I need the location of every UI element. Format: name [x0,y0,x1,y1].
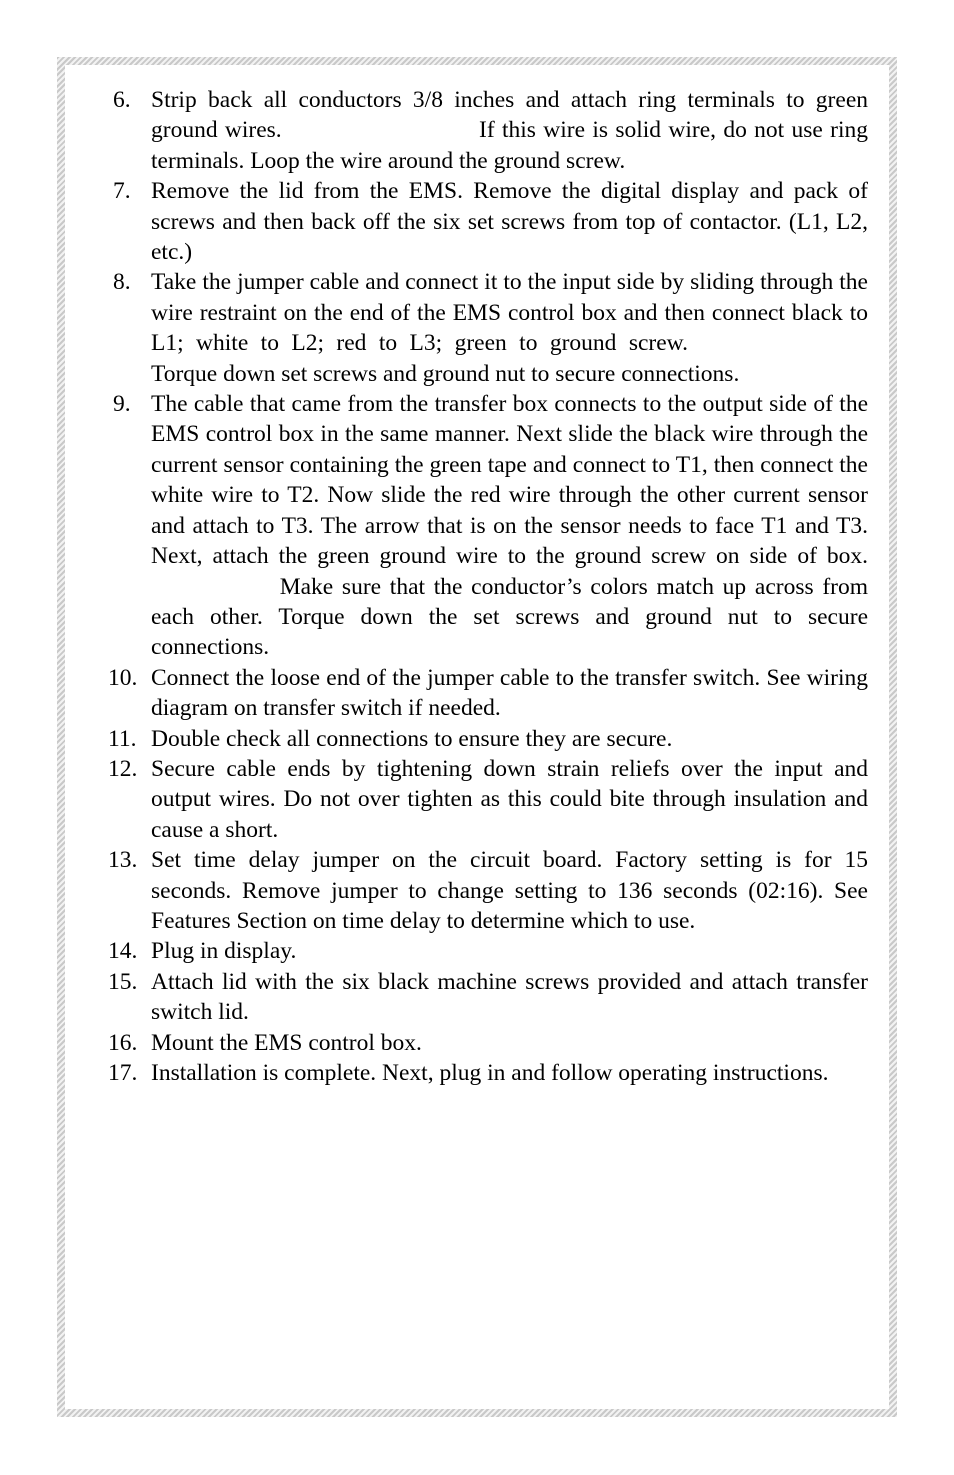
step-number: 16. [108,1029,138,1056]
step-text: Remove the lid from the EMS. Remove the digital display and pack of screws and then back off the six set screws from top of contactor. (L1, L2, etc.) [151,178,868,266]
list-item-step-9 [100,389,868,663]
step-text: Double check all connections to ensure they are secure. [151,725,673,752]
list-item-step-8 [100,267,868,389]
step-number: 10. [108,664,138,691]
step-text: Connect the loose end of the jumper cable to the transfer switch. See wiring diagram on transfer switch if needed. [151,664,868,722]
step-text: Take the jumper cable and connect it to the input side by sliding through the wire restraint on the end of the EMS control box and then connect black to L1; white to L2; red to L3; green to ground screw. Torque down set screws and ground nut to secure connections. [151,269,868,387]
list-item-step-6 [100,85,868,176]
step-number: 15. [108,968,138,995]
list-item-step-16 [100,1028,868,1058]
step-number: 6. [113,87,131,113]
list-item-step-14 [100,936,868,966]
list-item-step-7 [100,176,868,267]
step-text: Set time delay jumper on the circuit board. Factory setting is for 15 seconds. Remove jumper to change setting to 136 seconds (02:16). See Features Section on time delay to determine which to use. [151,847,868,934]
step-number: 11. [108,725,137,752]
step-text: Plug in display. [151,938,297,965]
installation-steps-list [100,85,868,1088]
list-item-step-15 [100,967,868,1028]
step-text: The cable that came from the transfer box connects to the output side of the EMS control box in the same manner. Next slide the black wire through the current sensor containing the green tape and connect to T1, then connect the white wire to T2. Now slide the red wire through the other current sensor and attach to T3. The arrow that is on the sensor needs to face T1 and T3. Next, attach the green ground wire to the ground screw on side of box. Make sure that the conductor’s colors match up across from each other. Torque down the set screws and ground nut to secure connections. [151,391,869,661]
step-text: Strip back all conductors 3/8 inches and attach ring terminals to green ground wires. If this wire is solid wire, do not use ring terminals. Loop the wire around the ground screw. [151,87,868,174]
step-text: Secure cable ends by tightening down strain reliefs over the input and output wires. Do not over tighten as this could bite through insulation and cause a short. [151,755,868,843]
list-item-step-12 [100,754,868,845]
step-number: 8. [113,269,131,296]
list-item-step-10 [100,663,868,724]
step-number: 13. [108,847,138,874]
step-text: Mount the EMS control box. [151,1029,422,1056]
step-number: 12. [108,755,138,782]
list-item-step-11 [100,724,868,754]
step-number: 14. [108,938,138,965]
step-number: 9. [113,391,131,418]
step-number: 7. [113,178,131,205]
step-text: Attach lid with the six black machine screws provided and attach transfer switch lid. [151,968,868,1026]
list-item-step-13 [100,845,868,936]
step-number: 17. [108,1060,138,1086]
list-item-step-17 [100,1058,868,1088]
step-text: Installation is complete. Next, plug in and follow operating instructions. [151,1060,829,1086]
